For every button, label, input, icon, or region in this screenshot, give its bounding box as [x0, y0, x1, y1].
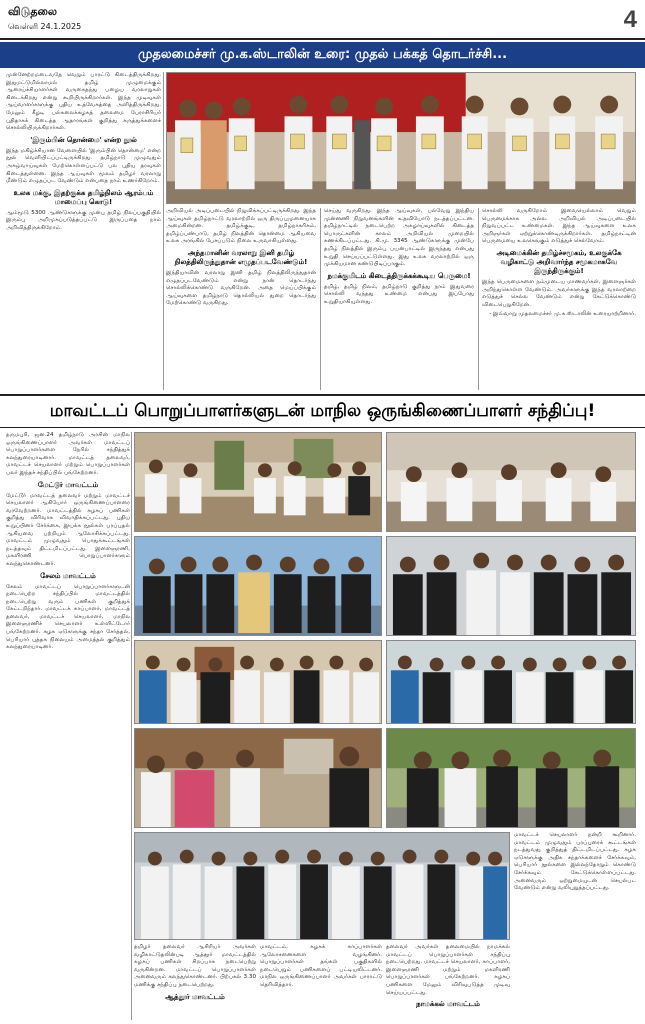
- subheading: அடிமைக்கின் தமிழ்ச்சமூகம், உலகுக்கே வழிகாட்டு அறிவார்ந்த சமூகமாகவே இருந்திருக்கும்!: [496, 248, 622, 275]
- story2-far-right-column: [514, 832, 636, 1018]
- column-rule: [163, 72, 164, 390]
- story2-bottom-column-2: [260, 944, 382, 1020]
- subheading: சேலம் மாவட்டம்: [40, 571, 96, 580]
- photo-graphic: [135, 833, 509, 939]
- photo-graphic: [387, 641, 635, 723]
- article-text: தமிழ், தமிழ் நிலம், தமிழ்நாடு குறித்து நாம் இதுவரை சொல்லி வந்தது உண்மை என்பது இப்போது உறுதியாகியுள்ளது.: [324, 283, 474, 305]
- group-photo: [134, 832, 510, 940]
- story1-column-1: [6, 72, 161, 390]
- story2-left-column: [6, 432, 130, 1018]
- story1-column-4: [482, 208, 636, 390]
- column-rule: [320, 208, 321, 390]
- story1-column-3: [324, 208, 474, 390]
- paper-name: விடுதலை: [8, 5, 58, 18]
- meeting-photo-3: [134, 536, 382, 636]
- subheading: மேட்டூர் மாவட்டம்: [37, 480, 99, 489]
- subheading: அந்தமானின் வரலாறு இனி தமிழ் நிலத்திலிருந்துதான் எழுதப்படவேண்டும்!: [174, 248, 308, 266]
- subheading: உலக மக்கு, இதற்குக்க தமிழ்நிலம் ஆரம்பம் மாமைப்பு கொடு!: [13, 188, 154, 206]
- photo-graphic: [167, 73, 635, 203]
- story2-headline: மாவட்டப் பொறுப்பாளர்களுடன் மாநில ஒருங்கிணைப்பாளர் சந்திப்பு!: [0, 394, 645, 428]
- article-text: இந்த மகிழ்ச்சியான வேளையில் 'இரும்பின் தொன்மை' என்ற நூல் வெளியிடப்பட்டிருக்கிறது. தமிழ்நாடு முழுவதும் அகழ்வாய்வுகள் மேற்கொள்ளப்பட்டு பல புதிய தரவுகள் கிடைத்துள்ளன. இந்த ஆய்வுகள் மூலம் தமிழர் வரலாறு மீண்டும் எழுதப்பட வேண்டும் என்பதை நாம் உணர்கிறோம்.: [6, 147, 161, 185]
- book-release-photo: [166, 72, 636, 204]
- article-text: மாவட்டம், கழகக் காப்பாளர்கள் ஆலோசனைகளை வழங்கினர். பொறுப்பாளர்கள் தங்கள் பகுதிகளில் நடைபெறும் பணிகளைப் பட்டியலிட்டனர். மாநில ஒருங்கிணைப்பாளர் அவர்கள் பாராட்டு தெரிவித்தார்.: [260, 944, 382, 988]
- column-rule: [131, 432, 132, 1020]
- article-text: இந்தியாவின் வரலாறு இனி தமிழ் நிலத்திலிருந்துதான் எழுதப்படவேண்டும் என்று நான் தொடர்ந்து சொல்லிக்கொண்டு வருகிறேன். அதை மெய்ப்பிக்கும் ஆய்வுகளை தமிழ்நாடு தொல்லியல் துறை தொடர்ந்து மேற்கொண்டு வருகிறது.: [166, 269, 316, 307]
- subheading: 'இரும்பின் தொன்மை' என்ற நூல்: [30, 135, 137, 144]
- meeting-photo-6: [386, 640, 636, 724]
- article-text: இந்த பெருமைகளை நம்முடைய மாணவர்கள், இளைஞர்கள் அறிந்துகொள்ள வேண்டும். அவர்களுக்கு இந்த வரலாற்றை எடுத்துச் செல்ல வேண்டும் என்று கேட்டுக்கொண்டு விடைபெறுகிறேன்.: [482, 278, 636, 308]
- photo-graphic: [387, 433, 635, 531]
- article-text: மேட்டூர் மாவட்டத் தலைவர் மற்றும் மாவட்டச் செயலாளர் ஆகியோர் ஒருங்கிணைப்பாளரை வரவேற்றனர். மாவட்டத்தில் கழகப் பணிகள் குறித்து விரிவாக விவாதிக்கப்பட்டது. புதிய உறுப்பினர் சேர்க்கை, இயக்க நூல்கள் பரப்புதல் ஆகியவை பற்றியும் ஆலோசிக்கப்பட்டது. மாவட்டம் முழுவதும் பொதுக்கூட்டங்கள் நடத்தவும் திட்டமிடப்பட்டது. இளைஞரணி, மகளிரணி பொறுப்பாளர்களும் கலந்துகொண்டனர்.: [6, 492, 130, 567]
- photo-graphic: [135, 433, 381, 531]
- article-text: தலைவர் அவர்கள் தலைமையில் நாமக்கல் மாவட்டப் பொறுப்பாளர்கள் சந்திப்பு நடைபெற்றது. மாவட்டச் செயலாளர், காப்பாளர், இளைஞரணி மற்றும் மகளிரணி பொறுப்பாளர்கள் பங்கேற்றனர். கழகப் பணிகளை மேலும் விரிவுபடுத்த முடிவு செய்யப்பட்டது.: [386, 944, 510, 996]
- photo-graphic: [135, 537, 381, 635]
- column-rule: [478, 208, 479, 390]
- photo-graphic: [135, 729, 381, 827]
- article-text: முன்னேற்றமடைவதே வெறும் பாரட்டு கிடைத்திருக்கிறது. இதுமட்டுமில்லாமல் தமிழ் முழுமைக்கும் ஆரைய்ச்சியாளர்கள் வருகைதந்து பழைய வரலாறுகள் கிடைக்கிறது என்று கூறியிருக்கிறார்கள். இந்த முடிவுகள் ஆய்வாளர்களுக்கு புதிய உத்வேகத்தை அளித்திருக்கிறது. மேலும் கீழடி பல்கலைக்கழகத் தலைமை பேராசிரியர் புதிதாகக் கிடைத்த ஆதாரங்கள் குறித்து கருத்துக்களைச் சொல்லியிருக்கிறார்கள்.: [6, 72, 161, 132]
- article-text: தமிழர் தலைவர் ஆசிரியர் அவர்கள் வழிகாட்டுதலின்படி ஆத்தூர் மாவட்டத்தில் கழகப் பணிகள் சிறப்பாக நடைபெற்று வருகின்றன. மாவட்டப் பொறுப்பாளர்கள் அனைவரும் கலந்துகொண்டனர். பிற்பகல் 3.30 மணிக்கு சந்திப்பு நடைபெற்றது.: [134, 944, 256, 988]
- subheading: நமக்குமிடம் கிடைத்திருக்கக்கூடிய பெருமை!: [327, 271, 471, 280]
- meeting-photo-8: [386, 728, 636, 828]
- meeting-photo-4: [386, 536, 636, 636]
- page-number: 4: [623, 6, 637, 33]
- article-text: அறிவியல் அடிப்படையில் நிறுவிக்கப்பட்டிருக்கிறது. இந்த ஆய்வுகள் தமிழ்நாட்டு வரலாற்றில் ஒரு திருப்புமுனையாக அமைகின்றன. தமிழ்க்குடி, தமிழ்நாகரிகம், தமிழ்ப்பண்பாடு, தமிழ் நிலத்தின் தொன்மை ஆகியவை உலக அரங்கில் பேசப்படும் நிலை உருவாகியுள்ளது.: [166, 208, 316, 245]
- photo-graphic: [387, 537, 635, 635]
- article-signoff: - இவ்வாறு முதலமைச்சர் மு.க.ஸ்டாலின் உரையாற்றினார்.: [489, 311, 636, 318]
- article-text: ஆம்மூடு 5300 ஆண்டுகளுக்கு முன்பு தமிழ் நிலப்பகுதியில் இரும்பு அறிமுகப்படுத்தப்பட்டு இருப்பதை நாம் அறிவித்திருக்கிறோம்.: [6, 209, 161, 231]
- article-text: மாவட்டச் செயலாளர் நன்றி கூறினார். மாவட்டம் முழுவதும் பரப்புரைக் கூட்டங்கள் நடத்துவது குறித்துத் திட்டமிடப்பட்டது. கழக ஏடுகளுக்கு அதிக சந்தாக்களைச் சேர்க்கவும், பெரியார் நூல்களை இல்லந்தோறும் கொண்டு சேர்க்கவும் கேட்டுக்கொள்ளப்பட்டது. அனைவரும் ஒற்றுமையுடன் செயல்பட வேண்டும் என்று வலியுறுத்தப்பட்டது.: [514, 832, 636, 892]
- photo-graphic: [387, 729, 635, 827]
- subheading: ஆத்தூர் மாவட்டம்: [165, 992, 225, 1001]
- meeting-photo-7: [134, 728, 382, 828]
- story1-headline: முதலமைச்சர் மு.க.ஸ்டாலின் உரை: முதல் பக்கத் தொடர்ச்சி...: [0, 42, 645, 68]
- story2-bottom-column-3: [386, 944, 510, 1020]
- article-text: தருமபுரி, ஜன.24 தமிழ்நாடு அரசின் மாநில ஒருங்கிணைப்பாளர் அவர்கள் மாவட்டப் பொறுப்பாளர்களை நேரில் சந்தித்துக் கலந்துரையாடினார். மாவட்டத் தலைவர், மாவட்டச் செயலாளர் மற்றும் பொறுப்பாளர்கள் பலர் இந்தச் சந்திப்பில் பங்கேற்றனர்.: [6, 432, 130, 476]
- article-text: செய்து வருகிறது. இந்த ஆய்வுகள், பல்வேறு இந்திய முன்னணி நிறுவனங்களின் உதவியோடு நடத்தப்பட்டன. தமிழ்நாட்டில் நடைபெற்ற அகழாய்வுகளில் கிடைத்த பொருட்களின் காலம் அறிவியல் முறையில் கணக்கிடப்பட்டது. கி.மு. 3345 ஆண்டுகளுக்கு முன்பே தமிழ் நிலத்தில் இரும்பு பயன்பாட்டில் இருந்தது என்பது உறுதி செய்யப்பட்டுள்ளது. இது உலக வரலாற்றில் ஒரு முக்கியமான கண்டுபிடிப்பாகும்.: [324, 208, 474, 268]
- meeting-photo-1: [134, 432, 382, 532]
- subheading: நாமக்கல் மாவட்டம்: [416, 1000, 480, 1009]
- article-text: சொல்லி வருகிறோம் இவையெல்லாம் வெறும் பெருமைக்காக அல்ல. அறிவியல் அடிப்படையில் நிறுவப்பட்ட உண்மைகள். இந்த ஆய்வுகளை உலக அறிஞர்கள் ஏற்றுக்கொண்டிருக்கிறார்கள். தமிழ்நாட்டின் பெருமையை உலகெங்கும் எடுத்துச் செல்வோம்.: [482, 208, 636, 245]
- story2-bottom-column-1: [134, 944, 256, 1020]
- story1-column-2: [166, 208, 316, 390]
- issue-date: வெள்ளி 24.1.2025: [8, 22, 82, 31]
- meeting-photo-2: [386, 432, 636, 532]
- article-text: சேலம் மாவட்டப் பொறுப்பாளர்களுடன் நடைபெற்ற சந்திப்பில் மாவட்டத்தில் நடைபெற்று வரும் பணிகள் குறித்துக் கேட்டறிந்தார். மாவட்டக் காப்பாளர், மாவட்டத் தலைவர், மாவட்டச் செயலாளர், மாநில இளைஞரணிச் செயலாளர் உள்ளிட்டோர் பங்கேற்றனர். கழக ஏடுகளுக்கு சந்தா சேர்த்தல், பெரியார் புத்தக நிலையம் அமைத்தல் குறித்தும் கலந்துரையாடினர்.: [6, 583, 130, 651]
- photo-graphic: [135, 641, 381, 723]
- masthead: [0, 0, 645, 40]
- meeting-photo-5: [134, 640, 382, 724]
